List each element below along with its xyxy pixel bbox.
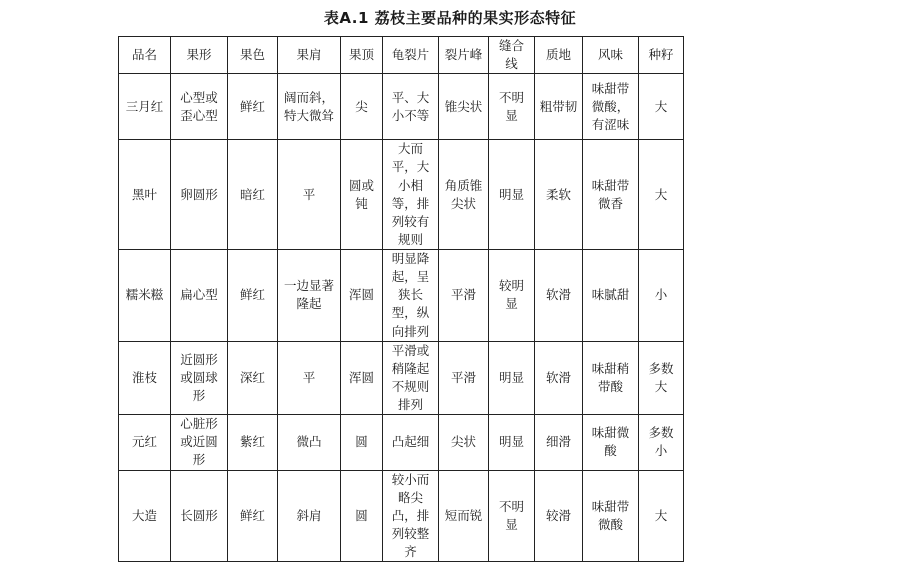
- table-cell-tubercles: 较小而略尖凸，排列较整齐: [383, 470, 439, 562]
- table-cell-variety: 元红: [119, 415, 171, 470]
- table-cell-fruit-shoulder: 平: [278, 140, 341, 250]
- table-header-row: [119, 37, 684, 74]
- table-row: [119, 470, 684, 562]
- table-cell-fruit-apex: 浑圆: [341, 341, 383, 415]
- table-cell-fruit-apex: 圆: [341, 470, 383, 562]
- table-cell-variety: 淮枝: [119, 341, 171, 415]
- table-cell-variety: 大造: [119, 470, 171, 562]
- table-cell-fruit-color: 暗红: [228, 140, 278, 250]
- table-cell-tubercles: 明显降起，呈狭长型，纵向排列: [383, 250, 439, 342]
- table-body: [119, 74, 684, 562]
- table-cell-suture: 不明显: [489, 470, 535, 562]
- table-row: [119, 415, 684, 470]
- table-cell-fruit-shape: 心脏形或近圆形: [171, 415, 228, 470]
- table-cell-fruit-shoulder: 一边显著隆起: [278, 250, 341, 342]
- table-cell-flavor: 味甜微酸: [583, 415, 639, 470]
- table-cell-tubercle-peak: 角质锥尖状: [439, 140, 489, 250]
- table-cell-fruit-shoulder: 斜肩: [278, 470, 341, 562]
- table-cell-fruit-shape: 心型或歪心型: [171, 74, 228, 140]
- table-cell-flavor: 味腻甜: [583, 250, 639, 342]
- table-cell-suture: 明显: [489, 341, 535, 415]
- header-cell-seed: 种籽: [639, 37, 684, 74]
- table-cell-seed: 多数大: [639, 341, 684, 415]
- table-cell-fruit-shape: 长圆形: [171, 470, 228, 562]
- table-row: [119, 341, 684, 415]
- table-cell-seed: 大: [639, 140, 684, 250]
- table-cell-flavor: 味甜带微香: [583, 140, 639, 250]
- header-cell-fruit-color: 果色: [228, 37, 278, 74]
- table-cell-fruit-color: 鲜红: [228, 74, 278, 140]
- table-cell-tubercle-peak: 尖状: [439, 415, 489, 470]
- table-cell-variety: 三月红: [119, 74, 171, 140]
- header-cell-suture: 缝合线: [489, 37, 535, 74]
- header-cell-fruit-apex: 果顶: [341, 37, 383, 74]
- table-cell-suture: 明显: [489, 415, 535, 470]
- table-row: [119, 250, 684, 342]
- table-cell-tubercles: 平滑或稍隆起不规则排列: [383, 341, 439, 415]
- table-cell-fruit-shoulder: 微凸: [278, 415, 341, 470]
- table-cell-fruit-shape: 扁心型: [171, 250, 228, 342]
- table-cell-variety: 黑叶: [119, 140, 171, 250]
- table-cell-tubercle-peak: 锥尖状: [439, 74, 489, 140]
- table-cell-fruit-shape: 卵圆形: [171, 140, 228, 250]
- table-cell-fruit-apex: 浑圆: [341, 250, 383, 342]
- table-cell-texture: 软滑: [535, 341, 583, 415]
- table-row: [119, 74, 684, 140]
- table-cell-texture: 粗带韧: [535, 74, 583, 140]
- table-cell-fruit-color: 鲜红: [228, 250, 278, 342]
- table-cell-texture: 较滑: [535, 470, 583, 562]
- table-cell-tubercles: 凸起细: [383, 415, 439, 470]
- table-row: [119, 140, 684, 250]
- table-cell-fruit-shoulder: 阔而斜，特大微耸: [278, 74, 341, 140]
- table-cell-tubercles: 平、大小不等: [383, 74, 439, 140]
- table-cell-texture: 软滑: [535, 250, 583, 342]
- table-cell-flavor: 味甜带微酸，有涩味: [583, 74, 639, 140]
- table-cell-fruit-apex: 圆或钝: [341, 140, 383, 250]
- table-cell-flavor: 味甜稍带酸: [583, 341, 639, 415]
- table-cell-fruit-color: 深红: [228, 341, 278, 415]
- header-cell-texture: 质地: [535, 37, 583, 74]
- table-cell-suture: 不明显: [489, 74, 535, 140]
- table-caption: 表A.1 荔枝主要品种的果实形态特征: [323, 9, 577, 27]
- table-cell-seed: 大: [639, 470, 684, 562]
- table-cell-fruit-color: 鲜红: [228, 470, 278, 562]
- table-cell-variety: 糯米糍: [119, 250, 171, 342]
- table-cell-tubercle-peak: 平滑: [439, 341, 489, 415]
- header-cell-fruit-shape: 果形: [171, 37, 228, 74]
- table-cell-tubercles: 大而平，大小相等，排列较有规则: [383, 140, 439, 250]
- table-cell-flavor: 味甜带微酸: [583, 470, 639, 562]
- table-cell-fruit-color: 紫红: [228, 415, 278, 470]
- table-cell-seed: 小: [639, 250, 684, 342]
- table-cell-tubercle-peak: 短而锐: [439, 470, 489, 562]
- table-cell-fruit-apex: 圆: [341, 415, 383, 470]
- header-cell-tubercle-peak: 裂片峰: [439, 37, 489, 74]
- table-cell-seed: 多数小: [639, 415, 684, 470]
- table-cell-fruit-apex: 尖: [341, 74, 383, 140]
- header-cell-fruit-shoulder: 果肩: [278, 37, 341, 74]
- table-cell-fruit-shape: 近圆形或圆球形: [171, 341, 228, 415]
- header-cell-flavor: 风味: [583, 37, 639, 74]
- header-cell-tubercles: 龟裂片: [383, 37, 439, 74]
- fruit-traits-table: [118, 36, 684, 562]
- table-cell-seed: 大: [639, 74, 684, 140]
- table-cell-texture: 柔软: [535, 140, 583, 250]
- table-cell-suture: 明显: [489, 140, 535, 250]
- table-cell-tubercle-peak: 平滑: [439, 250, 489, 342]
- table-cell-suture: 较明显: [489, 250, 535, 342]
- table-cell-texture: 细滑: [535, 415, 583, 470]
- table-cell-fruit-shoulder: 平: [278, 341, 341, 415]
- header-cell-variety: 品名: [119, 37, 171, 74]
